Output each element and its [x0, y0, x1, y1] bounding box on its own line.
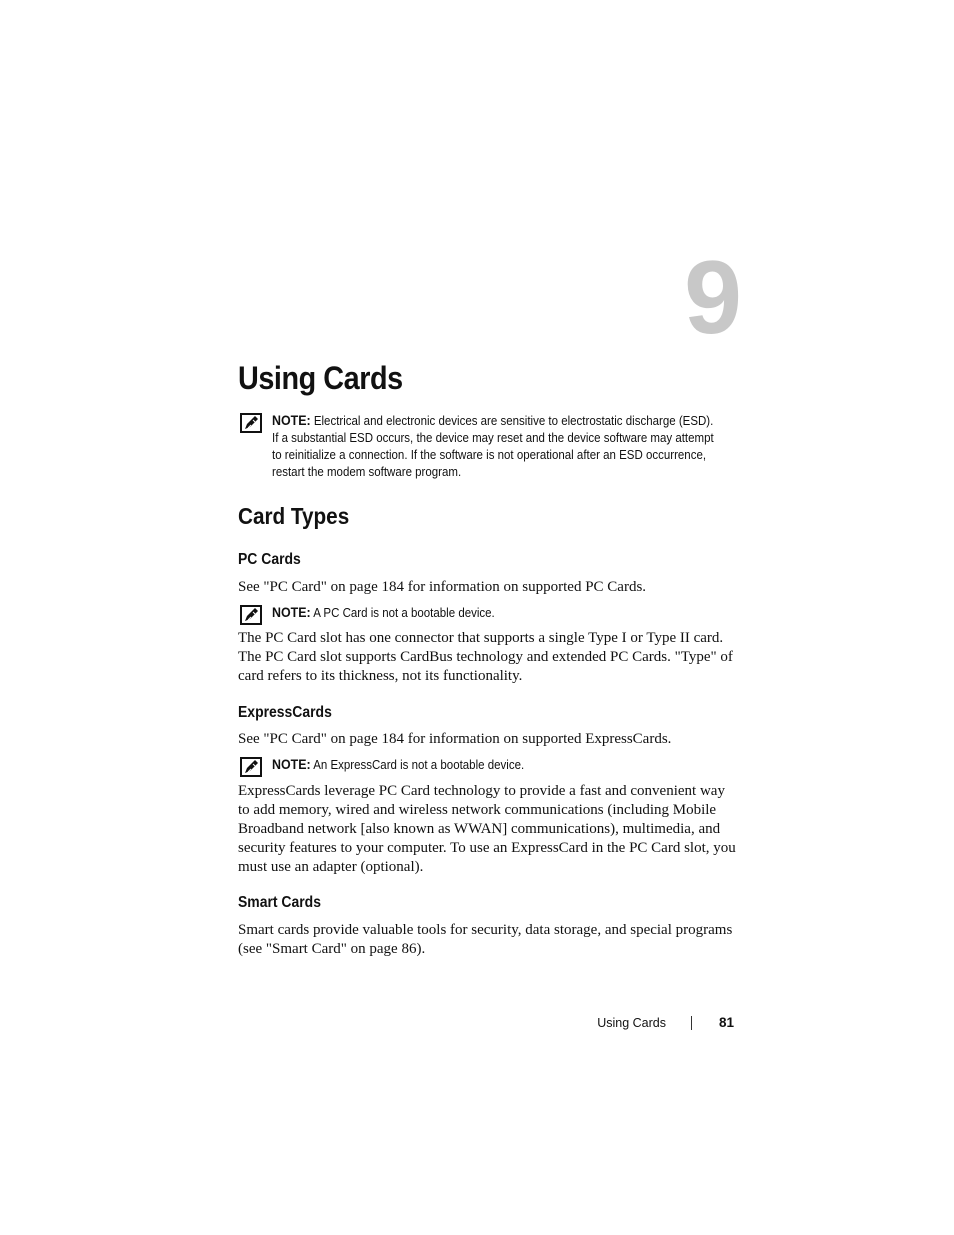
subheading-pc-cards: PC Cards [238, 551, 301, 568]
note-pencil-icon [240, 757, 262, 777]
subheading-expresscards: ExpressCards [238, 704, 332, 721]
page-footer [560, 1014, 736, 1034]
note-text [272, 604, 723, 622]
note-pc-card [238, 604, 738, 622]
expresscards-body: ExpressCards leverage PC Card technology to provide a fast and convenient way to add memory, wired and wireless network communications (including Mobile Broadband network [also known as WWAN] communications), multimedia, and security features to your computer. To use an ExpressCard in the PC Card slot, you must use an adapter (optional). [238, 783, 736, 875]
note-pencil-icon [240, 413, 262, 433]
footer-divider [691, 1016, 692, 1030]
page-number: 81 [718, 1015, 734, 1030]
note-text [272, 412, 723, 481]
chapter-title: Using Cards [238, 360, 403, 396]
smart-cards-body: Smart cards provide valuable tools for security, data storage, and special programs (see "Smart Card" on page 86). [238, 922, 733, 957]
note-label: NOTE: [272, 605, 311, 620]
pc-cards-body: The PC Card slot has one connector that supports a single Type I or Type II card. The PC Card slot supports CardBus technology and extended PC Cards. "Type" of card refers to its thickness, not its functionality. [238, 630, 733, 684]
chapter-number: 9 [684, 240, 740, 356]
expresscards-intro: See "PC Card" on page 184 for information on supported ExpressCards. [238, 731, 672, 747]
subheading-smart-cards: Smart Cards [238, 894, 321, 911]
note-body: A PC Card is not a bootable device. [310, 606, 495, 620]
note-label: NOTE: [272, 413, 311, 428]
note-body: Electrical and electronic devices are sensitive to electrostatic discharge (ESD). If a substantial ESD occurs, the device may reset and the device software may attempt to reinitialize a connection. If the software is not operational after an ESD occurrence, restart the modem software program. [272, 414, 714, 479]
pc-cards-intro: See "PC Card" on page 184 for information on supported PC Cards. [238, 579, 647, 595]
note-label: NOTE: [272, 757, 311, 772]
note-pencil-icon [240, 605, 262, 625]
note-expresscard [238, 756, 738, 774]
note-esd [238, 412, 738, 481]
footer-title: Using Cards [597, 1016, 666, 1030]
note-body: An ExpressCard is not a bootable device. [310, 758, 525, 772]
note-text [272, 756, 723, 774]
section-heading-card-types: Card Types [238, 503, 350, 529]
